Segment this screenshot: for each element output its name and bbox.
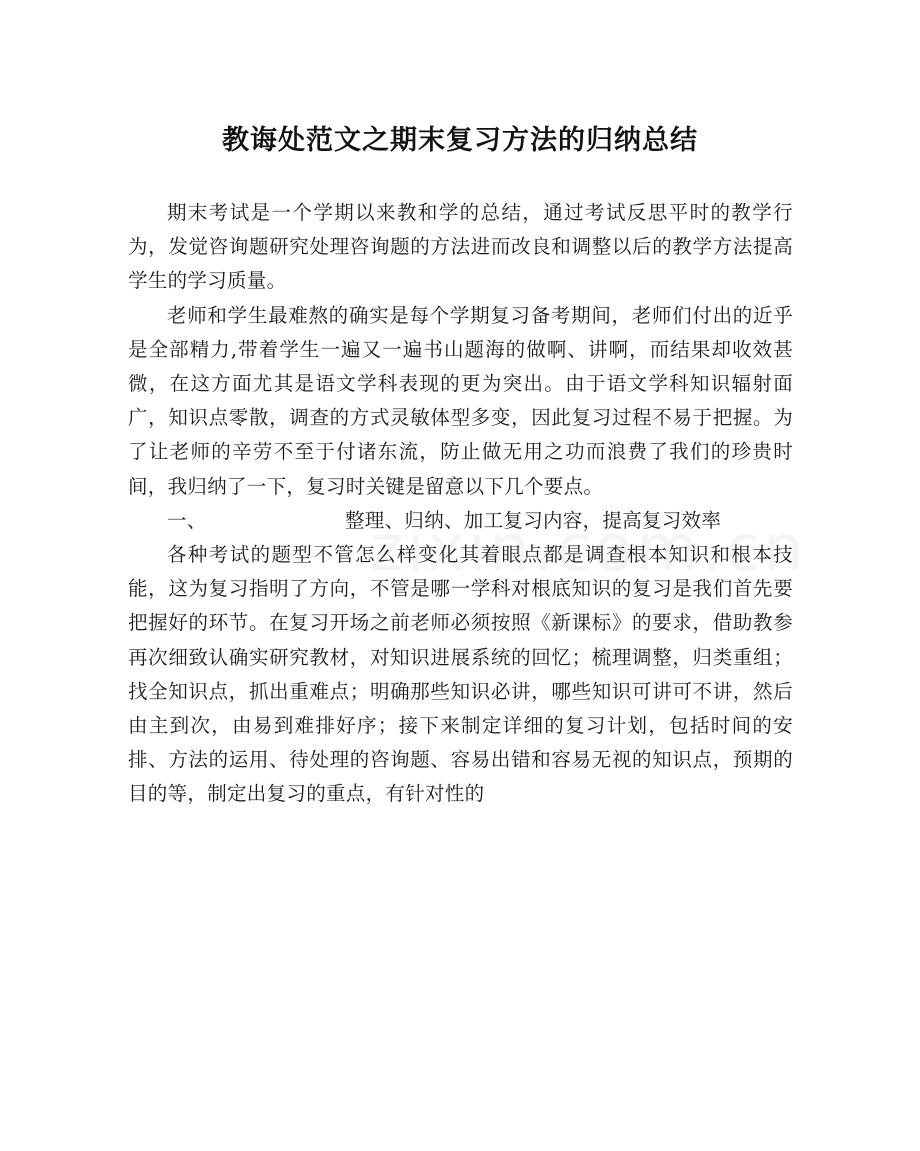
paragraph-intro: 期末考试是一个学期以来教和学的总结，通过考试反思平时的教学行为，发觉咨询题研究处理咨询题的方法进而改良和调整以后的教学方法提高学生的学习质量。	[128, 201, 793, 293]
paragraph-difficulty: 老师和学生最难熬的确实是每个学期复习备考期间，老师们付出的近乎是全部精力,带着学生一遍又一遍书山题海的做啊、讲啊，而结果却收效甚微，在这方面尤其是语文学科表现的更为突出。由于语文学科知识辐射面广，知识点零散，调查的方式灵敏体型多变，因此复习过程不易于把握。为了让老师的辛劳不至于付诸东流，防止做无用之功而浪费了我们的珍贵时间，我归纳了一下，复习时关键是留意以下几个要点。	[128, 303, 793, 498]
section-heading	[128, 504, 793, 538]
section-heading-text: 整理、归纳、加工复习内容，提高复习效率	[345, 508, 722, 532]
section-heading-number: 一、	[167, 508, 207, 532]
document-title: 教诲处范文之期末复习方法的归纳总结	[222, 125, 698, 156]
document-body	[128, 196, 793, 812]
paragraph-section-one: 各种考试的题型不管怎么样变化其着眼点都是调查根本知识和根本技能，这为复习指明了方向，不管是哪一学科对根底知识的复习是我们首先要把握好的环节。在复习开场之前老师必须按照《新课标》的要求，借助教参再次细致认确实研究教材，对知识进展系统的回忆；梳理调整，归类重组；找全知识点，抓出重难点；明确那些知识必讲，哪些知识可讲可不讲，然后由主到次，由易到难排好序；接下来制定详细的复习计划，包括时间的安排、方法的运用、待处理的咨询题、容易出错和容易无视的知识点，预期的目的等，制定出复习的重点，有针对性的	[128, 543, 793, 806]
